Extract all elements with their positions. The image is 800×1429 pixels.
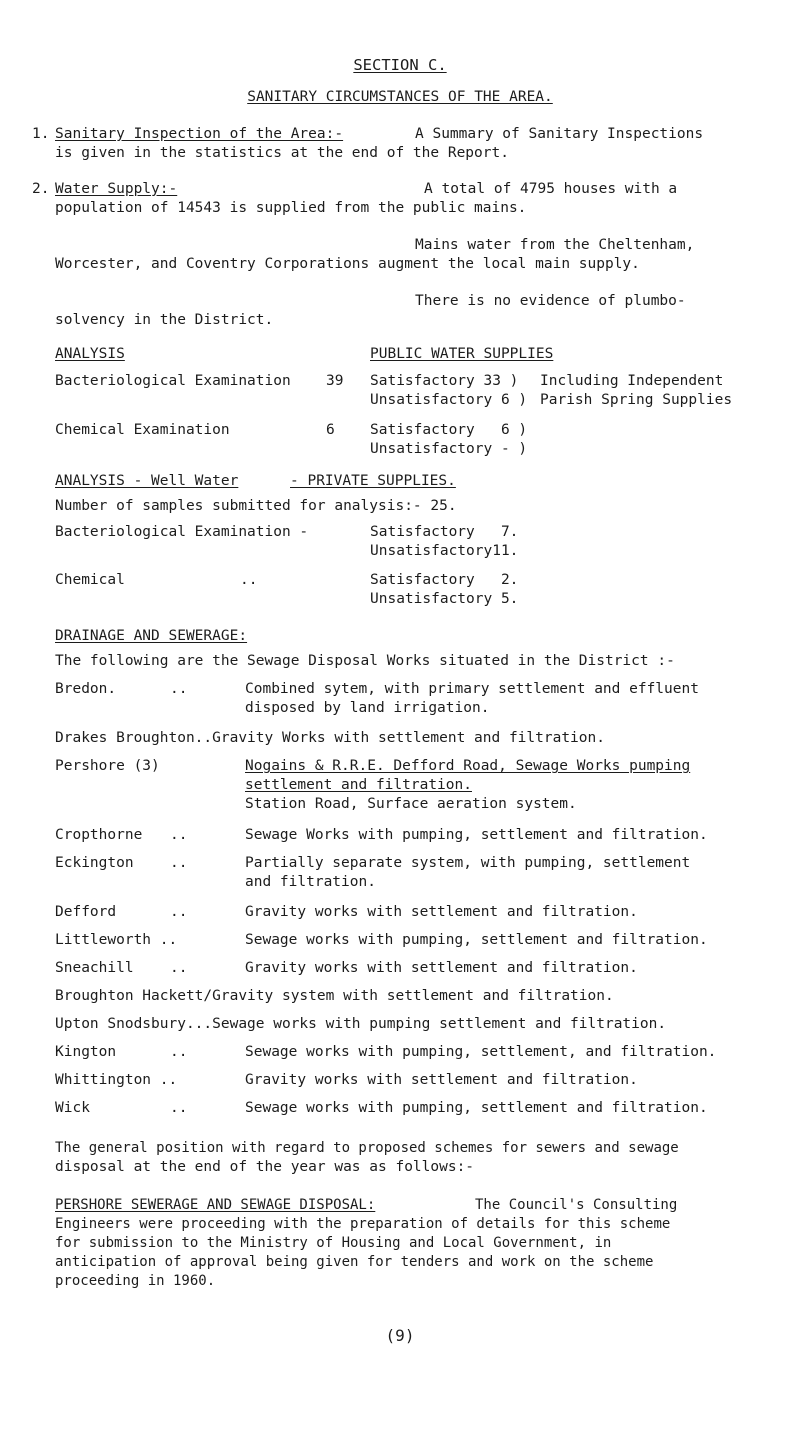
- pershore-scheme-line5: proceeding in 1960.: [55, 1273, 216, 1289]
- defford-dots: ..: [170, 904, 188, 920]
- item1-text-line2: is given in the statistics at the end of the Report.: [55, 145, 509, 161]
- bredon-dots: ..: [170, 681, 188, 697]
- cropthorne-desc: Sewage Works with pumping, settlement and filtration.: [245, 827, 708, 843]
- pershore-scheme-line1: The Council's Consulting: [475, 1197, 678, 1213]
- defford-desc: Gravity works with settlement and filtration.: [245, 904, 638, 920]
- mains-line2: Worcester, and Coventry Corporations augment the local main supply.: [55, 256, 640, 272]
- littleworth-desc: Sewage works with pumping, settlement and filtration.: [245, 932, 708, 948]
- item1-number: 1.: [32, 126, 50, 142]
- pershore-desc-line1: Nogains & R.R.E. Defford Road, Sewage Works pumping: [245, 758, 691, 774]
- pershore-scheme-line2: Engineers were proceeding with the preparation of details for this scheme: [55, 1216, 671, 1232]
- well-water-heading: ANALYSIS - Well Water: [55, 473, 239, 489]
- analysis-heading: ANALYSIS: [55, 346, 125, 362]
- bredon-name: Bredon.: [55, 681, 117, 697]
- section-subtitle: SANITARY CIRCUMSTANCES OF THE AREA.: [247, 89, 553, 105]
- samples-count: Number of samples submitted for analysis:- 25.: [55, 498, 457, 514]
- pershore-name: Pershore (3): [55, 758, 160, 774]
- well-chem-unsatisfactory: Unsatisfactory 5.: [370, 591, 519, 607]
- well-bact-label: Bacteriological Examination -: [55, 524, 309, 540]
- independent-note-line2: Parish Spring Supplies: [540, 392, 733, 408]
- mains-line1: Mains water from the Cheltenham,: [415, 237, 695, 253]
- pershore-desc-line3: Station Road, Surface aeration system.: [245, 796, 577, 812]
- whittington-desc: Gravity works with settlement and filtration.: [245, 1072, 638, 1088]
- bact-exam-label: Bacteriological Examination: [55, 373, 291, 389]
- plumbo-line2: solvency in the District.: [55, 312, 274, 328]
- well-bact-unsatisfactory: Unsatisfactory11.: [370, 543, 519, 559]
- chem-satisfactory: Satisfactory 6 ): [370, 422, 528, 438]
- drainage-intro: The following are the Sewage Disposal Works situated in the District :-: [55, 653, 675, 669]
- item2-text-line1: A total of 4795 houses with a: [424, 181, 678, 197]
- item2-number: 2.: [32, 181, 50, 197]
- item1-heading: Sanitary Inspection of the Area:-: [55, 126, 344, 142]
- eckington-desc-line1: Partially separate system, with pumping, settlement: [245, 855, 691, 871]
- drakes-broughton: Drakes Broughton..Gravity Works with settlement and filtration.: [55, 730, 605, 746]
- bact-exam-count: 39: [326, 373, 344, 389]
- general-position-line1: The general position with regard to proposed schemes for sewers and sewage: [55, 1140, 679, 1156]
- item1-text-line1: A Summary of Sanitary Inspections: [415, 126, 704, 142]
- well-chem-dots: ..: [240, 572, 258, 588]
- cropthorne-dots: ..: [170, 827, 188, 843]
- drainage-heading: DRAINAGE AND SEWERAGE:: [55, 628, 248, 644]
- well-chem-label: Chemical: [55, 572, 125, 588]
- sneachill-desc: Gravity works with settlement and filtration.: [245, 960, 638, 976]
- chem-unsatisfactory: Unsatisfactory - ): [370, 441, 528, 457]
- upton-snodsbury: Upton Snodsbury...Sewage works with pumping settlement and filtration.: [55, 1016, 667, 1032]
- broughton-hackett: Broughton Hackett/Gravity system with settlement and filtration.: [55, 988, 614, 1004]
- bredon-desc-line1: Combined sytem, with primary settlement and effluent: [245, 681, 699, 697]
- bact-satisfactory: Satisfactory 33 ): [370, 373, 519, 389]
- plumbo-line1: There is no evidence of plumbo-: [415, 293, 686, 309]
- bredon-desc-line2: disposed by land irrigation.: [245, 700, 490, 716]
- general-position-line2: disposal at the end of the year was as follows:-: [55, 1159, 475, 1175]
- chem-exam-label: Chemical Examination: [55, 422, 230, 438]
- item2-text-line2: population of 14543 is supplied from the public mains.: [55, 200, 527, 216]
- kington-desc: Sewage works with pumping, settlement, and filtration.: [245, 1044, 717, 1060]
- eckington-name: Eckington: [55, 855, 134, 871]
- chem-exam-count: 6: [326, 422, 335, 438]
- item2-heading: Water Supply:-: [55, 181, 178, 197]
- eckington-desc-line2: and filtration.: [245, 874, 376, 890]
- wick-dots: ..: [170, 1100, 188, 1116]
- whittington-name: Whittington ..: [55, 1072, 178, 1088]
- pershore-scheme-heading: PERSHORE SEWERAGE AND SEWAGE DISPOSAL:: [55, 1197, 376, 1213]
- sneachill-dots: ..: [170, 960, 188, 976]
- defford-name: Defford: [55, 904, 117, 920]
- well-chem-satisfactory: Satisfactory 2.: [370, 572, 519, 588]
- sneachill-name: Sneachill: [55, 960, 134, 976]
- littleworth-name: Littleworth ..: [55, 932, 178, 948]
- independent-note-line1: Including Independent: [540, 373, 724, 389]
- bact-unsatisfactory: Unsatisfactory 6 ): [370, 392, 528, 408]
- pershore-desc-line2: settlement and filtration.: [245, 777, 472, 793]
- eckington-dots: ..: [170, 855, 188, 871]
- pershore-scheme-line3: for submission to the Ministry of Housing and Local Government, in: [55, 1235, 612, 1251]
- wick-name: Wick: [55, 1100, 90, 1116]
- page-number: (9): [385, 1326, 415, 1345]
- wick-desc: Sewage works with pumping, settlement and filtration.: [245, 1100, 708, 1116]
- public-water-heading: PUBLIC WATER SUPPLIES: [370, 346, 554, 362]
- section-title: SECTION C.: [353, 56, 447, 74]
- pershore-scheme-line4: anticipation of approval being given for tenders and work on the scheme: [55, 1254, 654, 1270]
- kington-dots: ..: [170, 1044, 188, 1060]
- kington-name: Kington: [55, 1044, 117, 1060]
- private-supplies-heading: - PRIVATE SUPPLIES.: [290, 473, 456, 489]
- well-bact-satisfactory: Satisfactory 7.: [370, 524, 519, 540]
- cropthorne-name: Cropthorne: [55, 827, 143, 843]
